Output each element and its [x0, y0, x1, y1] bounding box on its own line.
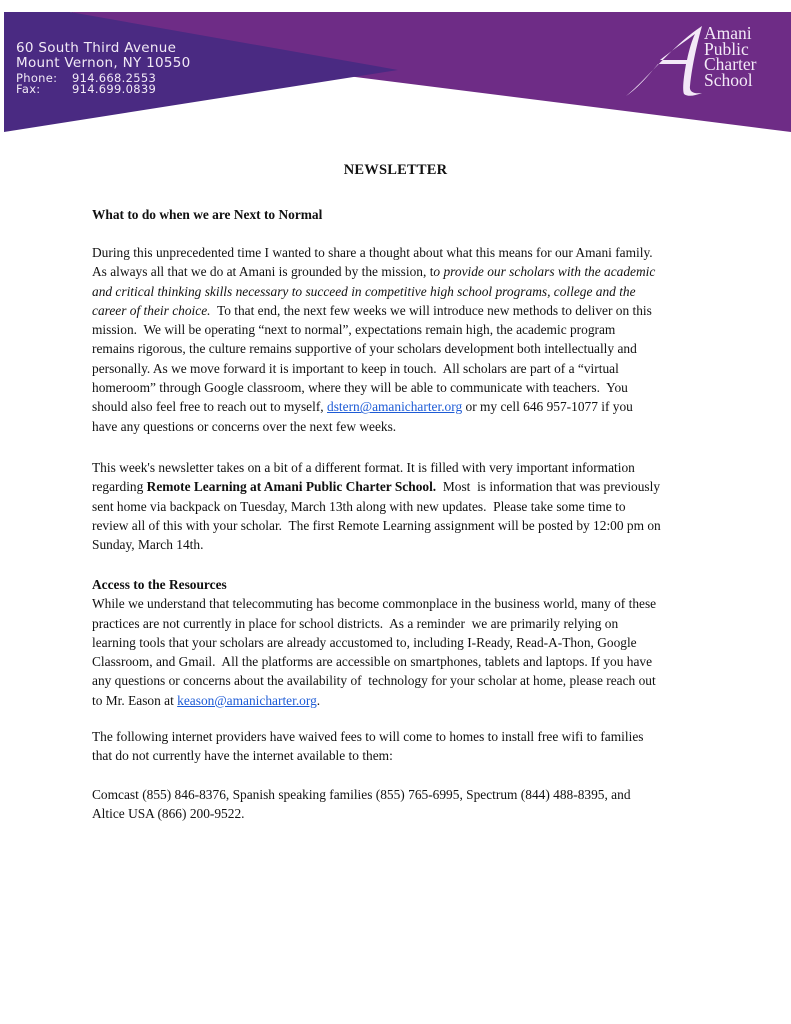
phone-number: 914.668.2553: [72, 71, 157, 85]
text-line: Comcast (855) 846-8376, Spanish speaking families (855) 765-6995, Spectrum (844) 488-8395, and: [92, 787, 631, 802]
paragraph-remote-learning: [92, 458, 712, 554]
email-link-dstern[interactable]: dstern@amanicharter.org: [327, 399, 463, 415]
text-line: Sunday, March 14th.: [92, 537, 204, 553]
text-line: [92, 477, 712, 496]
text-line: personally. As we move forward it is important to keep in touch. All scholars are part of a “virtual: [92, 360, 619, 376]
newsletter-title: NEWSLETTER: [343, 162, 448, 178]
phone-label: Phone:: [16, 71, 58, 85]
text-line: The following internet providers have waived fees to will come to homes to install free wifi to families: [92, 729, 644, 744]
logo-word-charter: Charter: [704, 54, 757, 74]
text-run: As always all that we do at Amani is grounded by the mission, t: [92, 264, 434, 280]
email-link-keason[interactable]: keason@amanicharter.org: [177, 692, 317, 708]
text-line: remains rigorous, the culture remains supportive of your scholars development both intellectually and: [92, 341, 637, 357]
fax-number: 914.699.0839: [72, 82, 157, 96]
mission-statement: o provide our scholars with the academic: [433, 264, 656, 280]
mission-statement: career of their choice.: [92, 302, 211, 318]
section-heading-access-resources: Access to the Resources: [92, 577, 227, 592]
text-line: During this unprecedented time I wanted to share a thought about what this means for our Amani family.: [92, 245, 653, 260]
fax-line: [16, 82, 156, 96]
section-heading-next-to-normal: What to do when we are Next to Normal: [92, 207, 323, 222]
text-line: mission. We will be operating “next to normal”, expectations remain high, the academic program: [92, 322, 616, 338]
logo-word-public: Public: [704, 38, 749, 59]
school-logo-a-icon: [618, 20, 708, 100]
logo-word-amani: Amani: [704, 23, 752, 43]
text-line: Altice USA (866) 200-9522.: [92, 806, 245, 822]
text-line: that do not currently have the internet available to them:: [92, 748, 393, 764]
address-street: 60 South Third Avenue: [16, 40, 177, 56]
text-run: to Mr. Eason at: [92, 692, 178, 708]
text-line: review all of this with your scholar. The first Remote Learning assignment will be posted by 12:00 pm on: [92, 517, 661, 533]
text-run: Most is information that was previously: [436, 479, 661, 495]
text-line: This week's newsletter takes on a bit of a different format. It is filled with very important information: [92, 460, 635, 475]
text-line: practices are not currently in place for school districts. As a reminder we are primarily relying on: [92, 615, 619, 631]
logo-word-school: School: [704, 69, 753, 90]
text-line: sent home via backpack on Tuesday, March 13th along with new updates. Please take some time to: [92, 498, 626, 514]
text-run: or my cell 646 957-1077 if you: [462, 399, 633, 415]
fax-label: Fax:: [16, 82, 41, 96]
text-run: regarding: [92, 479, 147, 495]
text-run: should also feel free to reach out to myself,: [92, 399, 328, 415]
text-line: homeroom” through Google classroom, where they will be able to communicate with teachers. You: [92, 380, 628, 396]
paragraph-internet-providers: [92, 727, 712, 766]
paragraph-provider-contacts: [92, 785, 712, 824]
remote-learning-emphasis: Remote Learning at Amani Public Charter School.: [146, 479, 437, 495]
text-line: any questions or concerns about the availability of technology for your scholar at home, please reach out: [92, 673, 656, 689]
address-city: Mount Vernon, NY 10550: [16, 55, 191, 71]
text-line: Classroom, and Gmail. All the platforms are accessible on smartphones, tablets and laptops. If you have: [92, 654, 653, 670]
text-line: [92, 262, 712, 281]
paragraph-mission: [92, 243, 712, 436]
text-line: While we understand that telecommuting has become commonplace in the business world, many of these: [92, 596, 657, 612]
mission-statement: and critical thinking skills necessary to succeed in competitive high school programs, college and the: [92, 283, 636, 299]
text-run: .: [316, 692, 321, 708]
paragraph-access-resources: [92, 575, 712, 710]
text-line: [92, 397, 712, 416]
school-logo-wordmark: [704, 23, 757, 90]
text-line: have any questions or concerns over the next few weeks.: [92, 418, 397, 434]
text-line: [92, 691, 712, 710]
text-line: learning tools that your scholars are already accustomed to, including I-Ready, Read-A-Thon, Google: [92, 634, 637, 650]
text-line: [92, 301, 712, 320]
text-run: To that end, the next few weeks we will introduce new methods to deliver on this: [210, 302, 652, 318]
